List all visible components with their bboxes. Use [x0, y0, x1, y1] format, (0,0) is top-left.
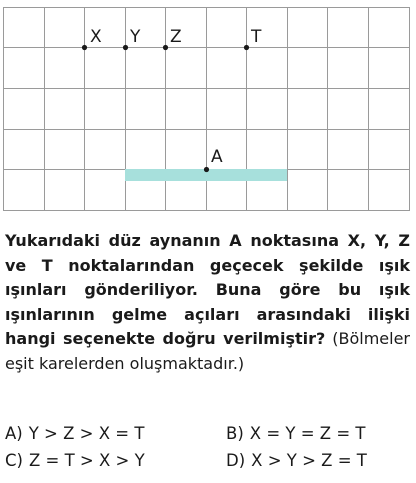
option-d-text: X > Y > Z = T	[251, 451, 367, 470]
option-d-key: D)	[226, 451, 246, 470]
option-d[interactable]	[226, 451, 367, 471]
option-c[interactable]	[5, 451, 145, 471]
point-z-dot	[163, 45, 168, 50]
option-c-key: C)	[5, 451, 23, 470]
option-a[interactable]	[5, 424, 144, 444]
point-x-label: X	[90, 27, 102, 47]
grid-figure	[0, 0, 416, 212]
point-z-label: Z	[170, 27, 182, 47]
point-t-dot	[244, 45, 249, 50]
point-y-label: Y	[130, 27, 141, 47]
question-note: (Bölmeler eşit karelerden oluşmaktadır.)	[5, 329, 410, 373]
option-b-key: B)	[226, 424, 244, 443]
option-c-text: Z = T > X > Y	[28, 451, 145, 470]
option-a-text: Y > Z > X = T	[28, 424, 145, 443]
point-a-label: A	[211, 147, 223, 167]
option-a-key: A)	[5, 424, 23, 443]
question-text	[5, 229, 410, 376]
point-a-dot	[204, 167, 209, 172]
option-b-text: X = Y = Z = T	[249, 424, 366, 443]
option-b[interactable]	[226, 424, 365, 444]
point-y-dot	[123, 45, 128, 50]
point-t-label: T	[251, 27, 262, 47]
question-stem: Yukarıdaki düz aynanın A noktasına X, Y, Z ve T noktalarından geçecek şekilde ışık ışınları gönderiliyor. Buna göre bu ışık ışınlarının gelme açıları arasındaki ilişki hangi seçenekte doğru verilmiştir?	[5, 231, 410, 348]
point-x-dot	[82, 45, 87, 50]
